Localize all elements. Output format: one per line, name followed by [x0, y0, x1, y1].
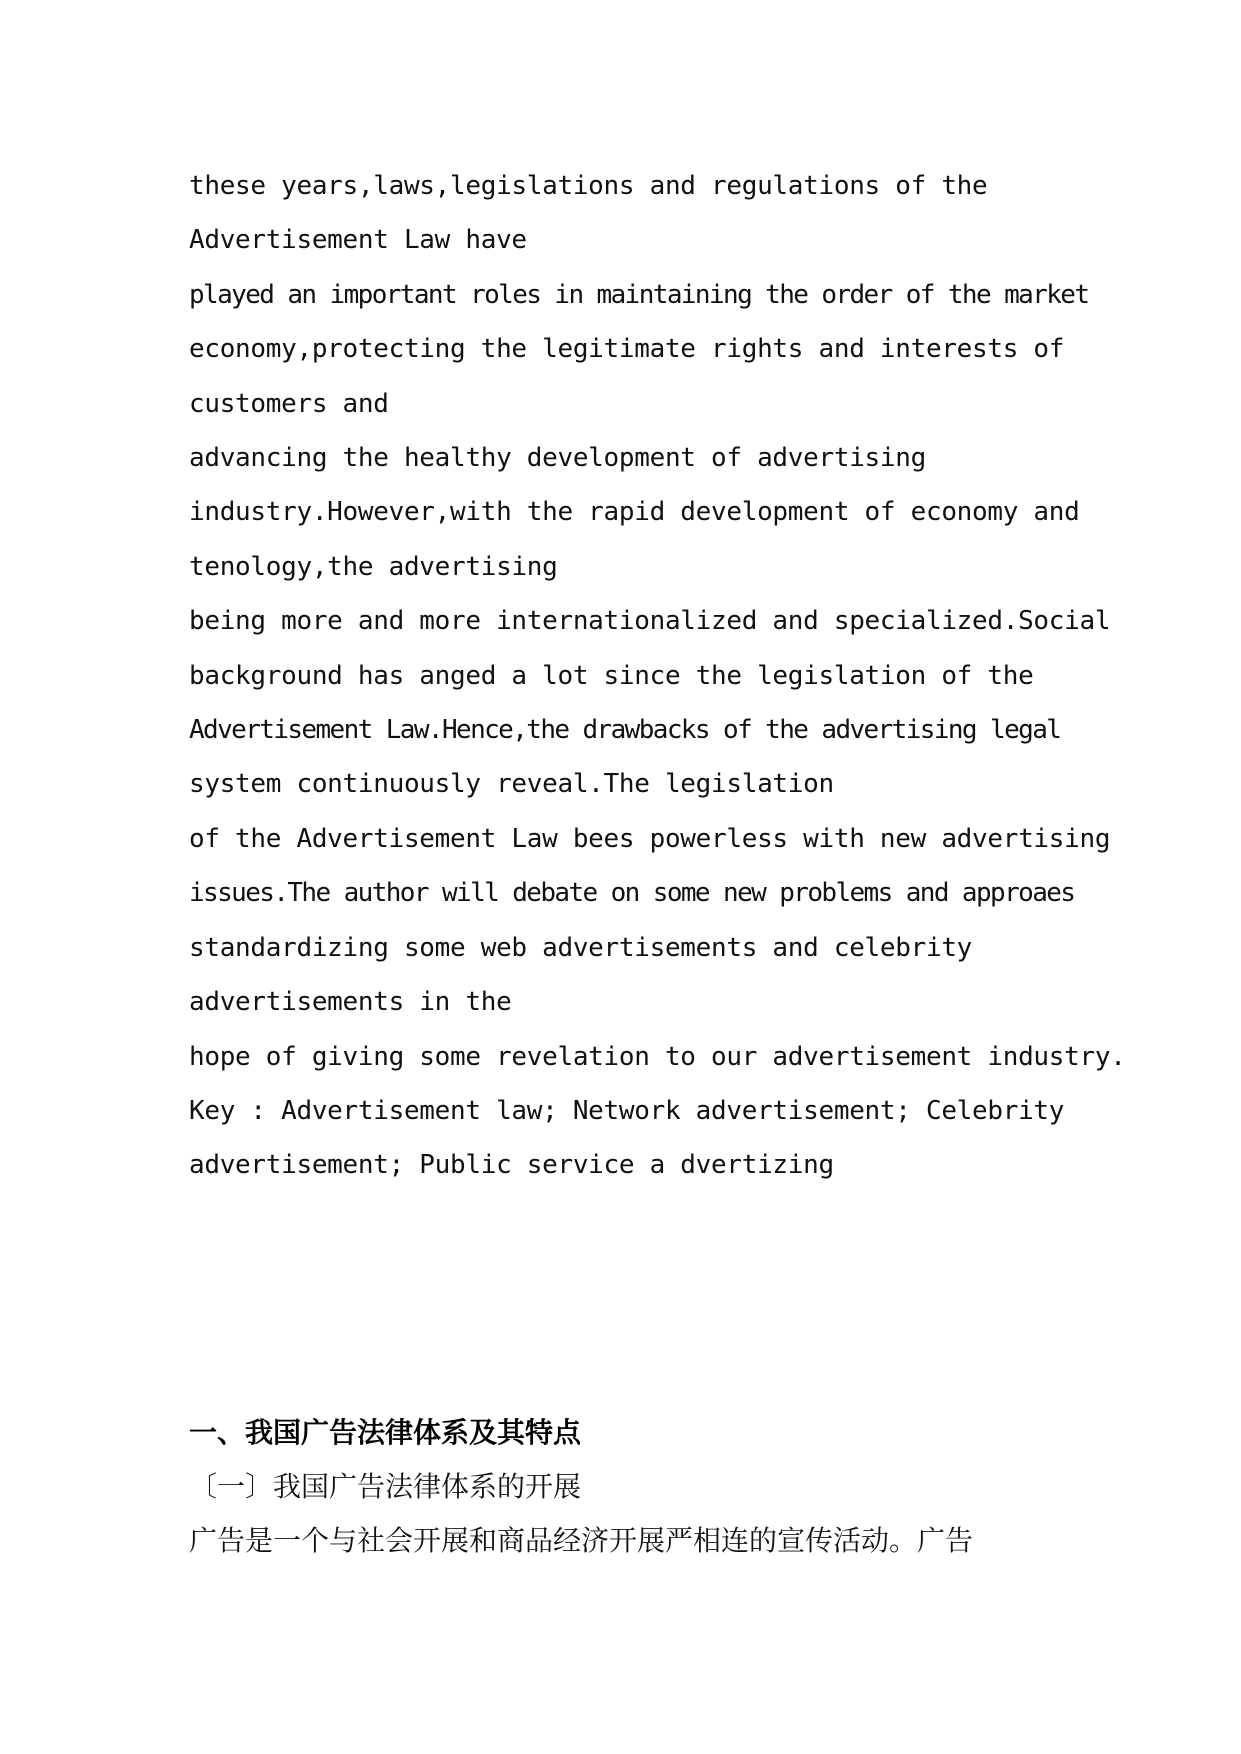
abstract-line: system continuously reveal.The legislation — [189, 769, 834, 800]
section-heading: 一、我国广告法律体系及其特点 — [189, 1416, 582, 1449]
abstract-line: these years,laws,legislations and regulations of the — [189, 171, 988, 201]
abstract-line: advancing the healthy development of advertising — [189, 443, 926, 474]
abstract-line: played an important roles in maintaining the order of the market — [189, 279, 1089, 310]
keywords-line: Key : Advertisement law; Network advertisement; Celebrity — [189, 1095, 1065, 1126]
keywords-line: advertisement; Public service a dvertizing — [189, 1150, 834, 1181]
abstract-line: of the Advertisement Law bees powerless with new advertising — [189, 823, 1111, 854]
abstract-line: tenology,the advertising — [189, 551, 558, 582]
abstract-line: issues.The author will debate on some new problems and approaes — [189, 878, 1075, 909]
abstract-line: being more and more internationalized and specialized.Social — [189, 606, 1111, 637]
abstract-line: economy,protecting the legitimate rights and interests of — [189, 334, 1065, 365]
abstract-line: advertisements in the — [189, 987, 512, 1018]
section-subheading: 〔一〕我国广告法律体系的开展 — [189, 1470, 582, 1503]
abstract-line: Advertisement Law have — [189, 225, 527, 256]
section-paragraph: 广告是一个与社会开展和商品经济开展严相连的宣传活动。广告 — [189, 1524, 974, 1557]
abstract-line: industry.However,with the rapid development of economy and — [189, 497, 1080, 528]
abstract-line: customers and — [189, 388, 389, 419]
abstract-line: background has anged a lot since the legislation of the — [189, 660, 1034, 691]
abstract-line: hope of giving some revelation to our advertisement industry. — [189, 1041, 1126, 1072]
abstract-line: standardizing some web advertisements and celebrity — [189, 932, 973, 963]
abstract-line: Advertisement Law.Hence,the drawbacks of the advertising legal — [189, 715, 1061, 746]
english-abstract — [189, 159, 1126, 1193]
chinese-section — [189, 1406, 1069, 1568]
